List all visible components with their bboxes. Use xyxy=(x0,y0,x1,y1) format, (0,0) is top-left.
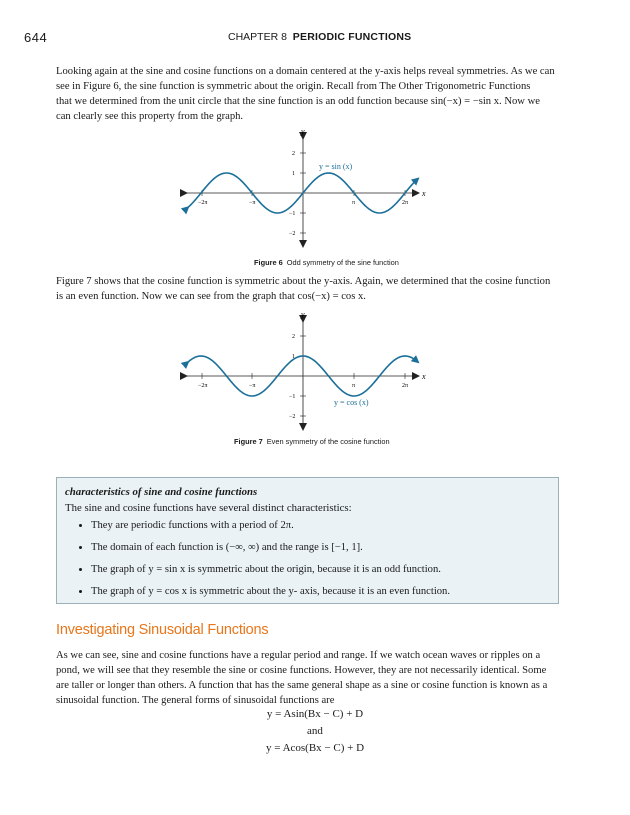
tick-label-y: 1 xyxy=(292,171,295,177)
tick-label-y: −2 xyxy=(289,414,296,420)
callout-intro: The sine and cosine functions have several distinct characteristics: xyxy=(65,502,352,514)
paragraph-line: are taller or longer than others. A function that has the same general shape as a sine or cosine function is known as a xyxy=(56,680,548,691)
tick-label-y: 2 xyxy=(292,151,295,157)
formula-conjunction: and xyxy=(307,725,323,737)
paragraph-line: As we can see, sine and cosine functions have a regular period and range. If we watch ocean waves or ripples on a xyxy=(56,650,541,661)
figure-caption-text: Odd symmetry of the sine function xyxy=(286,258,399,267)
list-item: • The domain of each function is (−∞, ∞) and the range is [−1, 1]. xyxy=(91,540,561,562)
paragraph-line: Figure 7 shows that the cosine function is symmetric about the y-axis. Again, we determined that the cosine function xyxy=(56,276,551,287)
tick-label-x: −π xyxy=(249,383,256,389)
axis-label-y: y xyxy=(301,127,305,136)
paragraph-even-symmetry xyxy=(56,274,561,304)
list-item: • The graph of y = cos x is symmetric about the y- axis, because it is an even function. xyxy=(91,584,561,606)
figure-number: Figure 7 xyxy=(234,437,263,446)
tick-label-y: −1 xyxy=(289,211,296,217)
figure-6-sine-graph xyxy=(172,124,434,250)
cosine-curve-label: y = cos (x) xyxy=(334,398,369,407)
page-number: 644 xyxy=(24,30,48,45)
tick-label-y: −1 xyxy=(289,394,296,400)
tick-label-x: −π xyxy=(249,200,256,206)
tick-label-x: 2π xyxy=(402,200,409,206)
sine-curve-label: y = sin (x) xyxy=(319,162,353,171)
figure-7-cosine-graph xyxy=(172,307,434,433)
tick-label-y: −2 xyxy=(289,231,296,237)
tick-label-y: 2 xyxy=(292,334,295,340)
tick-label-x: 2π xyxy=(402,383,409,389)
tick-label-x: −2π xyxy=(198,383,208,389)
paragraph-odd-symmetry xyxy=(56,64,561,124)
formula-cosine-general: y = Acos(Bx − C) + D xyxy=(265,742,365,754)
list-item: • The graph of y = sin x is symmetric about the origin, because it is an odd function. xyxy=(91,562,561,584)
characteristics-callout xyxy=(56,477,559,604)
paragraph-line: is an even function. Now we can see from the graph that cos(−x) = cos x. xyxy=(56,291,366,302)
axis-label-x: x xyxy=(422,372,426,381)
axis-label-y: y xyxy=(301,310,305,319)
chapter-label: CHAPTER 8 xyxy=(228,31,287,43)
paragraph-sinusoidal xyxy=(56,648,561,708)
callout-title: characteristics of sine and cosine functions xyxy=(65,486,258,498)
list-item: • They are periodic functions with a period of 2π. xyxy=(91,518,561,540)
formula-sine-general: y = Asin(Bx − C) + D xyxy=(266,708,364,720)
chapter-heading xyxy=(228,31,411,43)
tick-label-x: −2π xyxy=(198,200,208,206)
characteristics-list xyxy=(57,518,561,606)
tick-label-y: 1 xyxy=(292,354,295,360)
axis-label-x: x xyxy=(422,189,426,198)
figure-number: Figure 6 xyxy=(254,258,283,267)
figure-caption-text: Even symmetry of the cosine function xyxy=(266,437,390,446)
paragraph-line: Looking again at the sine and cosine functions on a domain centered at the y-axis helps reveal symmetries. As we can xyxy=(56,66,555,77)
paragraph-line: that we determined from the unit circle that the sine function is an odd function because sin(−x) = −sin x. Now we xyxy=(56,96,540,107)
figure-7-caption xyxy=(234,437,390,446)
paragraph-line: pond, we will see that they resemble the sine or cosine functions. However, they are not necessarily identical. Some xyxy=(56,665,547,676)
tick-label-x: π xyxy=(352,383,356,389)
section-heading: Investigating Sinusoidal Functions xyxy=(56,622,269,638)
figure-6-caption xyxy=(254,258,399,267)
tick-label-x: π xyxy=(352,200,356,206)
chapter-title: PERIODIC FUNCTIONS xyxy=(292,31,412,43)
paragraph-line: see in Figure 6, the sine function is symmetric about the origin. Recall from The Other Trigonometric Functions xyxy=(56,81,531,92)
paragraph-line: can clearly see this property from the graph. xyxy=(56,111,244,122)
paragraph-line: sinusoidal function. The general forms of sinusoidal functions are xyxy=(56,695,335,706)
page-header xyxy=(0,30,630,46)
